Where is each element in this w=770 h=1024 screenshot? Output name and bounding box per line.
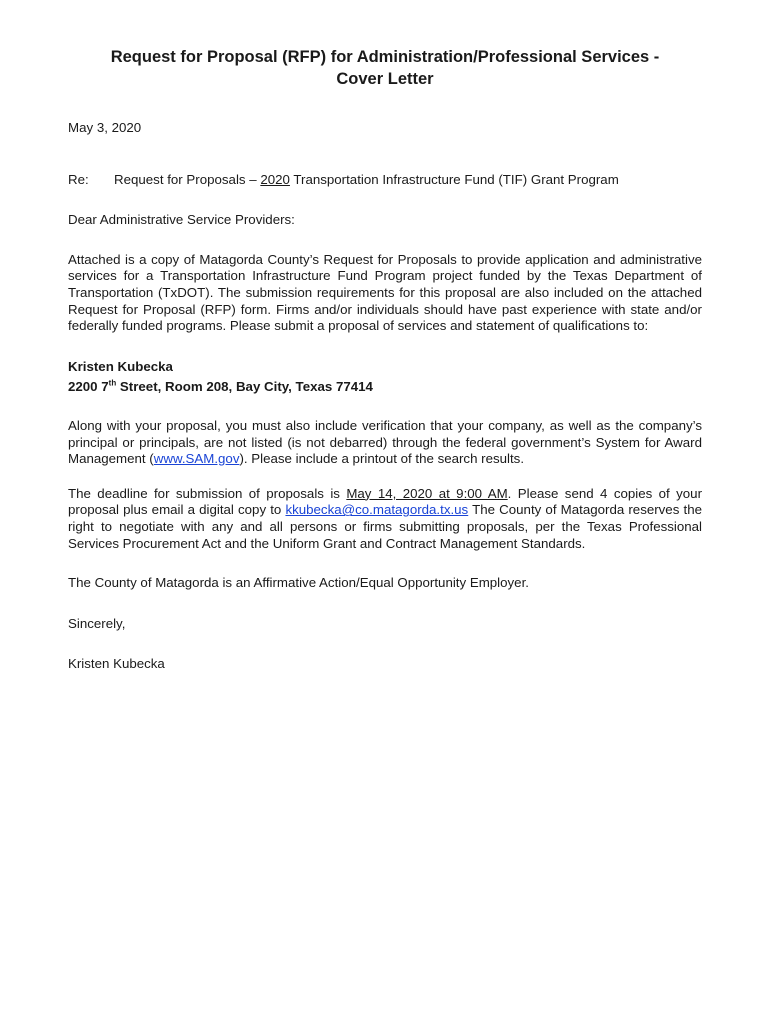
- sam-gov-link[interactable]: www.SAM.gov: [153, 451, 240, 467]
- deadline-text-middle: . Please send 4 copies of your proposal plus email a digital copy to: [68, 485, 703, 518]
- intro-paragraph: Attached is a copy of Matagorda County’s Request for Proposals to provide application and administrative services for a Transportation Infrastructure Fund Program project funded by the Texas Department of Transportation (TxDOT). The submission requirements for this proposal are also included on the attached Request for Proposal (RFP) form. Firms and/or individuals should have past experience with state and/or federally funded programs. Please submit a proposal of services and statement of qualifications to:: [68, 251, 702, 334]
- signer-name: Kristen Kubecka: [68, 656, 165, 672]
- salutation: Dear Administrative Service Providers:: [68, 212, 295, 228]
- deadline-date: May 14, 2020 at 9:00 AM: [346, 485, 508, 501]
- title-line-1: Request for Proposal (RFP) for Administration/Professional Services -: [110, 48, 660, 66]
- subject-suffix: Transportation Infrastructure Fund (TIF) Grant Program: [289, 171, 619, 187]
- address-number: 2200 7: [68, 379, 109, 395]
- deadline-text-after: The County of Matagorda reserves the right to negotiate with any and all persons or firms submitting proposals, per the Texas Professional Services Procurement Act and the Uniform Grant and Contract Management Standards.: [68, 502, 702, 551]
- subject-text: [114, 172, 619, 189]
- address-rest: Street, Room 208, Bay City, Texas 77414: [116, 379, 373, 395]
- closing: Sincerely,: [68, 615, 126, 631]
- deadline-paragraph: [68, 486, 702, 552]
- contact-name: Kristen Kubecka: [68, 358, 173, 374]
- subject-label: Re:: [68, 171, 89, 187]
- letter-date: May 3, 2020: [68, 120, 142, 135]
- debarment-text-after: ). Please include a printout of the search results.: [239, 451, 525, 467]
- subject-line: [68, 172, 702, 189]
- address-ordinal: th: [108, 378, 117, 388]
- email-link[interactable]: kkubecka@co.matagorda.tx.us: [285, 502, 469, 518]
- title-line-2: Cover Letter: [336, 70, 434, 88]
- document-title: [68, 0, 702, 90]
- contact-address: [68, 379, 702, 396]
- debarment-paragraph: [68, 418, 702, 468]
- deadline-text-before: The deadline for submission of proposals is: [68, 485, 347, 501]
- debarment-text-before: Along with your proposal, you must also include verification that your company, as well as the company’s principal or principals, are not listed (is not debarred) through the federal government’s System for Award Management (: [68, 417, 702, 467]
- subject-prefix: Request for Proposals –: [114, 171, 261, 187]
- subject-year: 2020: [260, 171, 290, 187]
- eeo-statement: The County of Matagorda is an Affirmative Action/Equal Opportunity Employer.: [68, 575, 529, 591]
